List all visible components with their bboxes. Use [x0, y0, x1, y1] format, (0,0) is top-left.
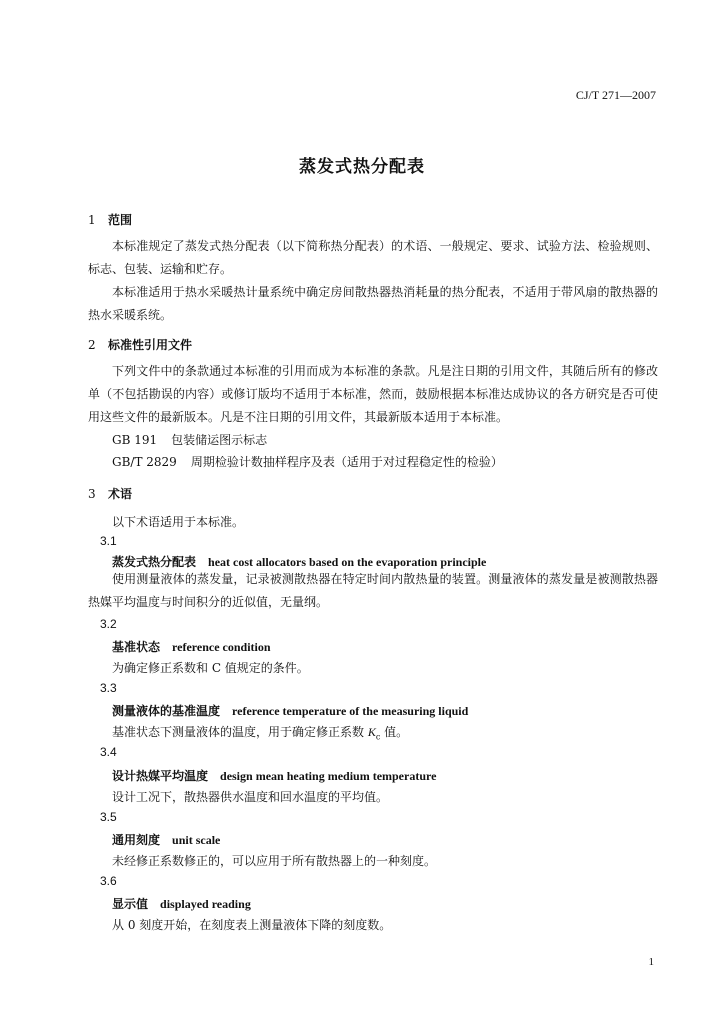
coefficient-symbol: K [367, 725, 376, 739]
section-1-paragraph-1: 本标准规定了蒸发式热分配表（以下简称热分配表）的术语、一般规定、要求、试验方法、检验规则、标志、包装、运输和贮存。 [88, 239, 658, 276]
term-heading [112, 767, 436, 784]
term-definition: 未经修正系数修正的，可以应用于所有散热器上的一种刻度。 [112, 854, 437, 868]
reference-name: 周期检验计数抽样程序及表（适用于对过程稳定性的检验） [190, 455, 503, 469]
section-number: 3 [88, 487, 96, 501]
term-en: displayed reading [160, 897, 251, 911]
section-number: 1 [88, 213, 96, 227]
term-en: reference condition [172, 640, 271, 654]
term-heading [112, 831, 220, 848]
term-heading [112, 702, 468, 719]
section-title: 标准性引用文件 [108, 338, 193, 352]
reference-code: GB/T 2829 [112, 455, 177, 469]
reference-item [112, 453, 503, 470]
term-cn: 测量液体的基准温度 [112, 704, 221, 718]
section-title: 范围 [108, 213, 133, 227]
term-definition: 为确定修正系数和 C 值规定的条件。 [112, 661, 309, 675]
term-heading [112, 638, 271, 655]
term-definition [112, 723, 408, 741]
page-number: 1 [648, 956, 654, 968]
term-cn: 设计热媒平均温度 [112, 769, 209, 783]
term-cn: 通用刻度 [112, 833, 161, 847]
term-number: 3.5 [100, 810, 117, 824]
definition-text: 基准状态下测量液体的温度，用于确定修正系数 [112, 725, 365, 739]
section-title: 术语 [108, 487, 133, 501]
section-1-heading [88, 211, 132, 228]
reference-item [112, 431, 267, 448]
term-number: 3.6 [100, 874, 117, 888]
term-en: heat cost allocators based on the evaporation principle [208, 555, 487, 569]
section-2-paragraph: 下列文件中的条款通过本标准的引用而成为本标准的条款。凡是注日期的引用文件，其随后所有的修改单（不包括勘误的内容）或修订版均不适用于本标准，然而，鼓励根据本标准达成协议的各方研究是否可使用这些文件的最新版本。凡是不注日期的引用文件，其最新版本适用于本标准。 [88, 364, 658, 424]
section-3-intro: 以下术语适用于本标准。 [112, 515, 245, 529]
term-definition: 设计工况下，散热器供水温度和回水温度的平均值。 [112, 790, 389, 804]
term-en: design mean heating medium temperature [220, 769, 437, 783]
term-number: 3.2 [100, 617, 117, 631]
coefficient-subscript: c [375, 732, 381, 742]
term-cn: 蒸发式热分配表 [112, 555, 197, 569]
term-number: 3.3 [100, 681, 117, 695]
section-3-heading [88, 485, 132, 502]
term-en: reference temperature of the measuring liquid [232, 704, 469, 718]
term-number: 3.1 [100, 534, 117, 548]
reference-name: 包装储运图示标志 [171, 433, 268, 447]
term-heading [112, 895, 251, 912]
section-1-paragraph-2: 本标准适用于热水采暖热计量系统中确定房间散热器热消耗量的热分配表，不适用于带风扇的散热器的热水采暖系统。 [88, 285, 658, 322]
document-title: 蒸发式热分配表 [299, 157, 425, 177]
reference-code: GB 191 [112, 433, 158, 447]
term-definition: 从 0 刻度开始，在刻度表上测量液体下降的刻度数。 [112, 918, 392, 932]
term-en: unit scale [172, 833, 221, 847]
term-cn: 显示值 [112, 897, 149, 911]
definition-text: 值。 [384, 725, 409, 739]
term-cn: 基准状态 [112, 640, 161, 654]
term-definition: 使用测量液体的蒸发量，记录被测散热器在特定时间内散热量的装置。测量液体的蒸发量是被测散热器热媒平均温度与时间积分的近似值，无量纲。 [88, 572, 658, 609]
section-2-heading [88, 336, 192, 353]
section-number: 2 [88, 338, 96, 352]
term-number: 3.4 [100, 745, 117, 759]
standard-code: CJ/T 271—2007 [575, 88, 656, 102]
